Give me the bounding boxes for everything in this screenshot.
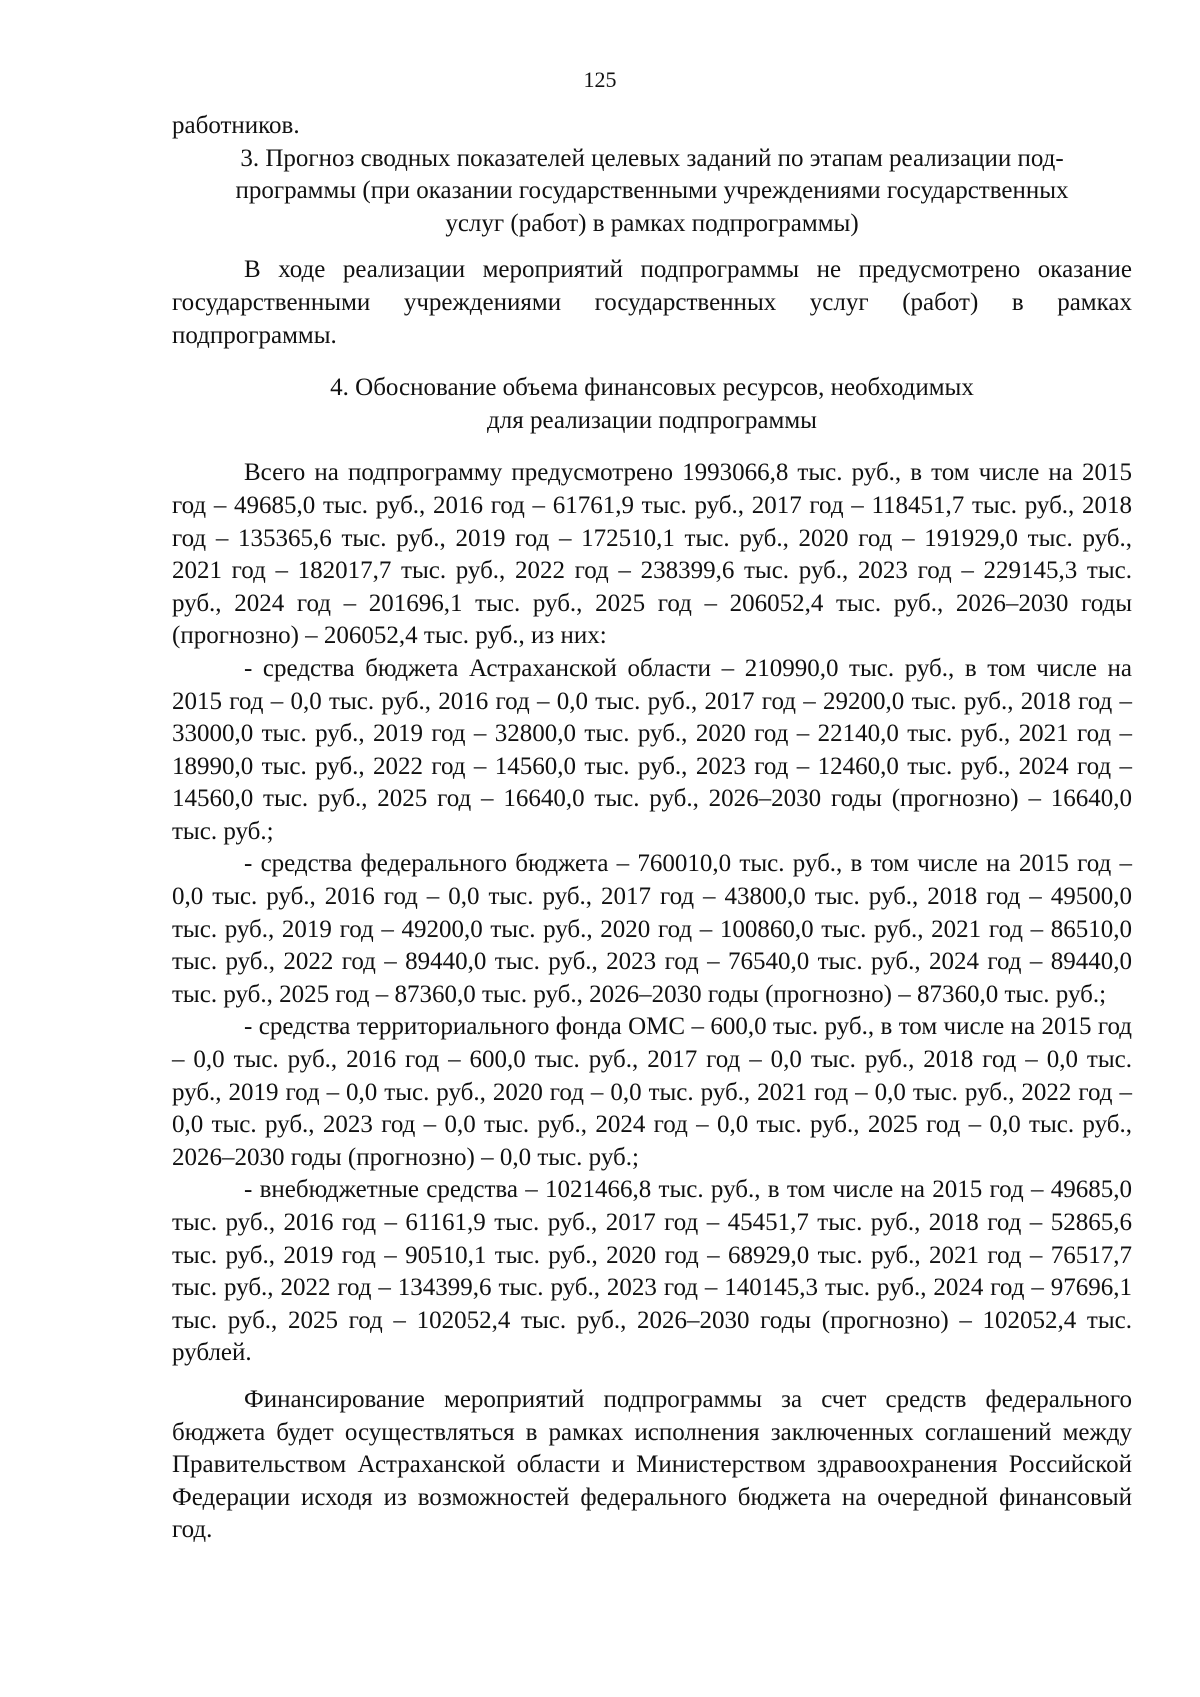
page-number: 125	[583, 67, 617, 92]
services-paragraph: В ходе реализации мероприятий подпрограммы не предусмотрено оказание государственными учреждениями государственных услуг (работ) в рамках подпрограммы.	[172, 256, 1132, 349]
federal-budget-paragraph: - средства федерального бюджета – 760010,0 тыс. руб., в том числе на 2015 год – 0,0 тыс. руб., 2016 год – 0,0 тыс. руб., 2017 год – 43800,0 тыс. руб., 2018 год – 49500,0 тыс. руб., 2019 год – 49200,0 тыс. руб., 2020 год – 100860,0 тыс. руб., 2021 год – 86510,0 тыс. руб., 2022 год – 89440,0 тыс. руб., 2023 год – 76540,0 тыс. руб., 2024 год – 89440,0 тыс. руб., 2025 год – 87360,0 тыс. руб., 2026–2030 годы (прогнозно) – 87360,0 тыс. руб.;	[172, 850, 1132, 1008]
continuation-text: работников.	[172, 112, 300, 139]
section-4-heading-line: 4. Обоснование объема финансовых ресурсов, необходимых	[330, 374, 974, 402]
financing-paragraph: Финансирование мероприятий подпрограммы за счет средств федерального бюджета будет осуществляться в рамках исполнения заключенных соглашений между Правительством Астраханской области и Министерством здравоохранения Российской Федерации исходя из возможностей федерального бюджета на очередной финансовый год.	[172, 1385, 1132, 1544]
section-3-heading-line: услуг (работ) в рамках подпрограммы)	[445, 209, 859, 237]
extrabudgetary-paragraph: - внебюджетные средства – 1021466,8 тыс. руб., в том числе на 2015 год – 49685,0 тыс. руб., 2016 год – 61161,9 тыс. руб., 2017 год – 45451,7 тыс. руб., 2018 год – 52865,6 тыс. руб., 2019 год – 90510,1 тыс. руб., 2020 год – 68929,0 тыс. руб., 2021 год – 76517,7 тыс. руб., 2022 год – 134399,6 тыс. руб., 2023 год – 140145,3 тыс. руб., 2024 год – 97696,1 тыс. руб., 2025 год – 102052,4 тыс. руб., 2026–2030 годы (прогнозно) – 102052,4 тыс. рублей.	[172, 1176, 1132, 1367]
section-3-heading	[172, 143, 1132, 241]
oms-fund-paragraph: - средства территориального фонда ОМС – 600,0 тыс. руб., в том числе на 2015 год – 0,0 тыс. руб., 2016 год – 600,0 тыс. руб., 2017 год – 0,0 тыс. руб., 2018 год – 0,0 тыс. руб., 2019 год – 0,0 тыс. руб., 2020 год – 0,0 тыс. руб., 2021 год – 0,0 тыс. руб., 2022 год – 0,0 тыс. руб., 2023 год – 0,0 тыс. руб., 2024 год – 0,0 тыс. руб., 2025 год – 0,0 тыс. руб., 2026–2030 годы (прогнозно) – 0,0 тыс. руб.;	[172, 1013, 1132, 1171]
section-3-heading-line: 3. Прогноз сводных показателей целевых заданий по этапам реализации под-	[240, 144, 1064, 172]
section-4-heading-line: для реализации подпрограммы	[487, 406, 817, 434]
total-funding-paragraph: Всего на подпрограмму предусмотрено 1993066,8 тыс. руб., в том числе на 2015 год – 49685,0 тыс. руб., 2016 год – 61761,9 тыс. руб., 2017 год – 118451,7 тыс. руб., 2018 год – 135365,6 тыс. руб., 2019 год – 172510,1 тыс. руб., 2020 год – 191929,0 тыс. руб., 2021 год – 182017,7 тыс. руб., 2022 год – 238399,6 тыс. руб., 2023 год – 229145,3 тыс. руб., 2024 год – 201696,1 тыс. руб., 2025 год – 206052,4 тыс. руб., 2026–2030 годы (прогнозно) – 206052,4 тыс. руб., из них:	[172, 459, 1132, 650]
regional-budget-paragraph: - средства бюджета Астраханской области – 210990,0 тыс. руб., в том числе на 2015 год – 0,0 тыс. руб., 2016 год – 0,0 тыс. руб., 2017 год – 29200,0 тыс. руб., 2018 год – 33000,0 тыс. руб., 2019 год – 32800,0 тыс. руб., 2020 год – 22140,0 тыс. руб., 2021 год – 18990,0 тыс. руб., 2022 год – 14560,0 тыс. руб., 2023 год – 12460,0 тыс. руб., 2024 год – 14560,0 тыс. руб., 2025 год – 16640,0 тыс. руб., 2026–2030 годы (прогнозно) – 16640,0 тыс. руб.;	[172, 654, 1132, 845]
page-body	[172, 110, 1132, 1547]
section-4-heading	[172, 372, 1132, 437]
section-3-heading-line: программы (при оказании государственными учреждениями государственных	[235, 177, 1069, 205]
